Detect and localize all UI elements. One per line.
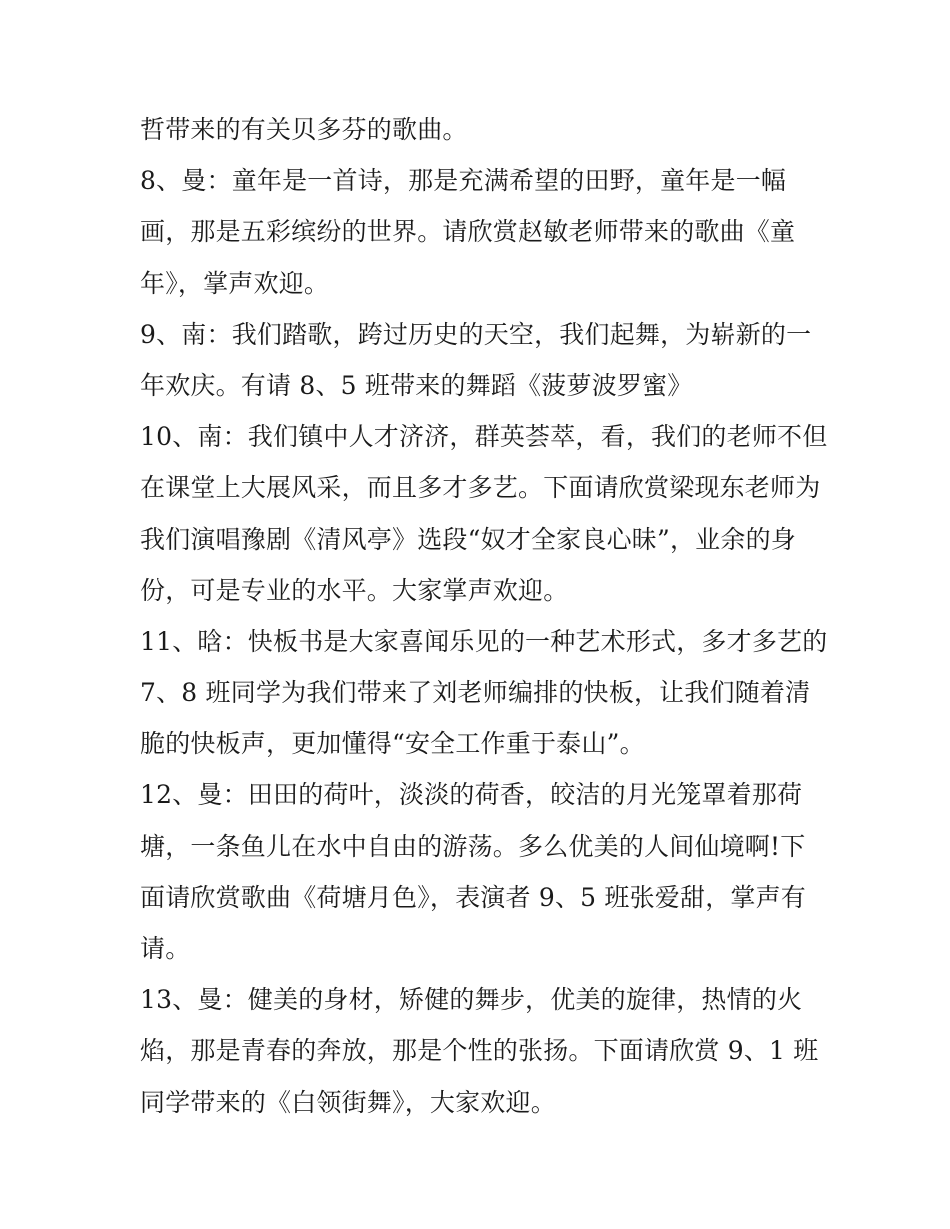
- text-line: 12、曼：田田的荷叶，淡淡的荷香，皎洁的月光笼罩着那荷: [140, 780, 803, 810]
- document-body: [140, 104, 828, 1128]
- text-line: 塘，一条鱼儿在水中自由的游荡。多么优美的人间仙境啊!下: [140, 831, 806, 861]
- text-line: 焰，那是青春的奔放，那是个性的张扬。下面请欣赏 9、1 班: [140, 1036, 819, 1066]
- text-line: 8、曼：童年是一首诗，那是充满希望的田野，童年是一幅: [140, 166, 787, 196]
- text-line: 7、8 班同学为我们带来了刘老师编排的快板，让我们随着清: [140, 678, 811, 708]
- text-line: 面请欣赏歌曲《荷塘月色》，表演者 9、5 班张爱甜，掌声有: [140, 882, 807, 912]
- text-line: 同学带来的《白领街舞》，大家欢迎。: [140, 1087, 556, 1117]
- text-line: 份，可是专业的水平。大家掌声欢迎。: [140, 575, 569, 605]
- text-line: 年》，掌声欢迎。: [140, 268, 330, 298]
- text-line: 11、晗：快板书是大家喜闻乐见的一种艺术形式，多才多艺的: [140, 626, 828, 656]
- text-line: 我们演唱豫剧《清风亭》选段“奴才全家良心昧”，业余的身: [140, 524, 796, 554]
- text-line: 画，那是五彩缤纷的世界。请欣赏赵敏老师带来的歌曲《童: [140, 217, 796, 247]
- text-line: 13、曼：健美的身材，矫健的舞步，优美的旋律，热情的火: [140, 985, 803, 1015]
- text-line: 9、南：我们踏歌，跨过历史的天空，我们起舞，为崭新的一: [140, 319, 812, 349]
- text-line: 请。: [140, 934, 191, 963]
- text-line: 10、南：我们镇中人才济济，群英荟萃，看，我们的老师不但: [140, 422, 828, 452]
- text-line: 哲带来的有关贝多芬的歌曲。: [140, 115, 468, 144]
- text-line: 年欢庆。有请 8、5 班带来的舞蹈《菠萝波罗蜜》: [140, 370, 693, 400]
- text-line: 脆的快板声，更加懂得“安全工作重于泰山”。: [140, 729, 645, 759]
- text-line: 在课堂上大展风采，而且多才多艺。下面请欣赏梁现东老师为: [140, 473, 821, 503]
